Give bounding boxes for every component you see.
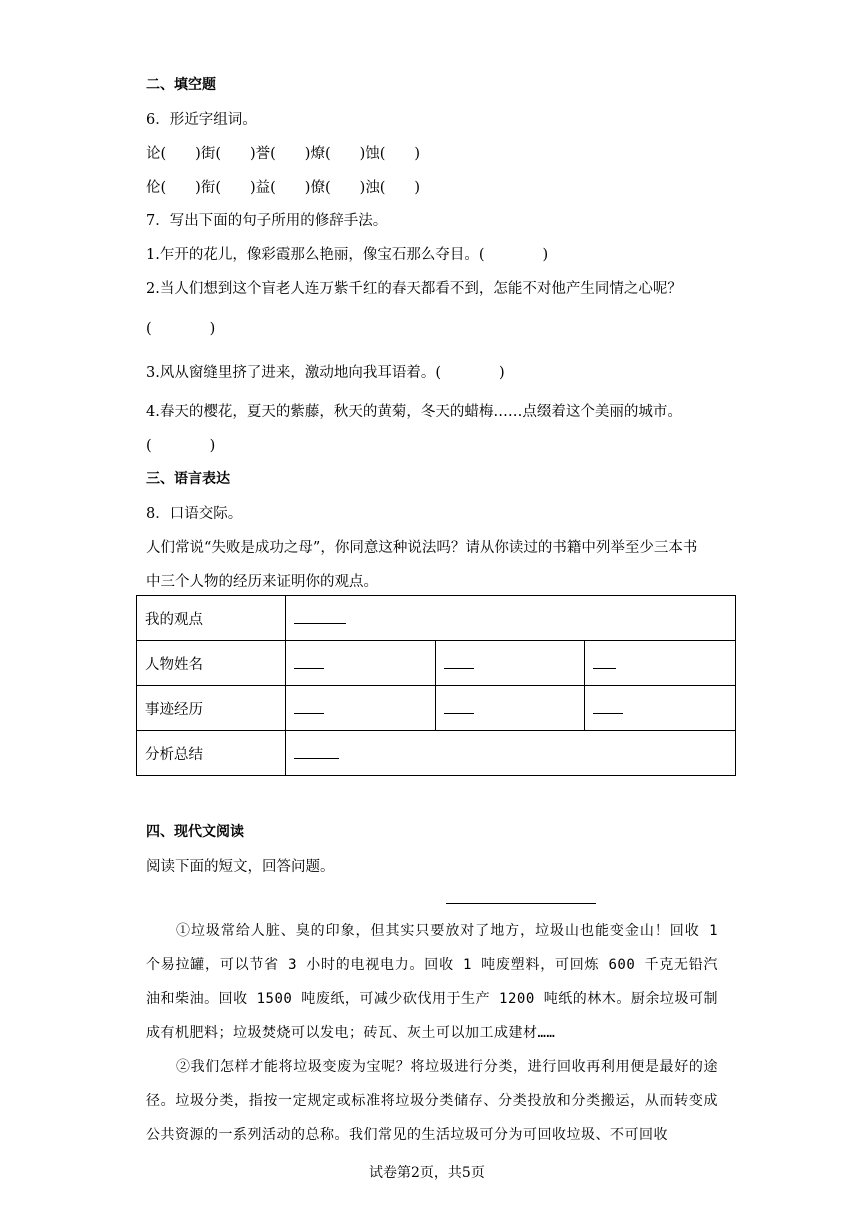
section-fill-blank: 二、填空题 xyxy=(146,77,216,93)
row-label-opinion: 我的观点 xyxy=(137,596,286,641)
deed-cell[interactable] xyxy=(436,686,585,731)
question-7-sentence-4-answer: ( ) xyxy=(146,438,216,454)
row-label-deeds: 事迹经历 xyxy=(137,686,286,731)
question-7-sentence-3: 3.风从窗缝里挤了进来，激动地向我耳语着。( ) xyxy=(146,365,505,381)
summary-cell[interactable] xyxy=(286,731,736,776)
table-row xyxy=(137,596,736,641)
question-8-prompt-line-2: 中三个人物的经历来证明你的观点。 xyxy=(146,574,378,590)
question-7-sentence-2-answer: ( ) xyxy=(146,321,216,337)
question-6-row1: 论( )街( )誉( )燎( )蚀( ) xyxy=(146,146,421,162)
table-row xyxy=(137,731,736,776)
question-7-sentence-4: 4.春天的樱花，夏天的紫藤，秋天的黄菊，冬天的蜡梅……点缀着这个美丽的城市。 xyxy=(146,404,682,420)
name-cell[interactable] xyxy=(436,641,585,686)
row-label-summary: 分析总结 xyxy=(137,731,286,776)
deed-cell[interactable] xyxy=(286,686,436,731)
section-language: 三、语言表达 xyxy=(146,471,230,487)
page-footer: 试卷第2页，共5页 xyxy=(369,1165,485,1181)
passage-title-blank xyxy=(446,903,596,904)
blank-line[interactable] xyxy=(593,654,616,669)
blank-line[interactable] xyxy=(593,699,623,714)
table-row xyxy=(137,641,736,686)
opinion-table xyxy=(136,595,736,776)
blank-line[interactable] xyxy=(294,654,324,669)
table-row xyxy=(137,686,736,731)
deed-cell[interactable] xyxy=(585,686,736,731)
question-7-sentence-2: 2.当人们想到这个盲老人连万紫千红的春天都看不到，怎能不对他产生同情之心呢？ xyxy=(146,281,682,297)
name-cell[interactable] xyxy=(286,641,436,686)
question-6-row2: 伦( )衔( )益( )僚( )浊( ) xyxy=(146,180,421,196)
name-cell[interactable] xyxy=(585,641,736,686)
question-7-sentence-1: 1.乍开的花儿，像彩霞那么艳丽，像宝石那么夺目。( ) xyxy=(146,247,549,263)
reading-instruction: 阅读下面的短文，回答问题。 xyxy=(146,859,335,875)
question-7-title: 7．写出下面的句子所用的修辞手法。 xyxy=(146,213,388,229)
opinion-cell[interactable] xyxy=(286,596,736,641)
blank-line[interactable] xyxy=(294,699,324,714)
section-reading: 四、现代文阅读 xyxy=(146,824,244,840)
question-8-title: 8．口语交际。 xyxy=(146,506,243,522)
passage-paragraph-2: ②我们怎样才能将垃圾变废为宝呢？将垃圾进行分类，进行回收再利用便是最好的途径。垃圾分类，指按一定规定或标准将垃圾分类储存、分类投放和分类搬运，从而转变成公共资源的一系列活动的总称。我们常见的生活垃圾可分为可回收垃圾、不可回收 xyxy=(146,1059,718,1143)
blank-line[interactable] xyxy=(294,744,339,759)
blank-line[interactable] xyxy=(294,609,346,624)
question-8-prompt-line-1: 人们常说“失败是成功之母”，你同意这种说法吗？请从你读过的书籍中列举至少三本书 xyxy=(146,540,698,556)
passage-paragraph-1: ①垃圾常给人脏、臭的印象，但其实只要放对了地方，垃圾山也能变金山！回收 1 个易拉罐，可以节省 3 小时的电视电力。回收 1 吨废塑料，可回炼 600 千克无铅汽油和柴油。回收 1500 吨废纸，可减少砍伐用于生产 1200 吨纸的林木。厨余垃圾可制成有机肥料；垃圾焚烧可以发电；砖瓦、灰土可以加工成建材…… xyxy=(146,923,718,1041)
blank-line[interactable] xyxy=(444,654,474,669)
row-label-names: 人物姓名 xyxy=(137,641,286,686)
blank-line[interactable] xyxy=(444,699,474,714)
question-6-title: 6．形近字组词。 xyxy=(146,112,257,128)
